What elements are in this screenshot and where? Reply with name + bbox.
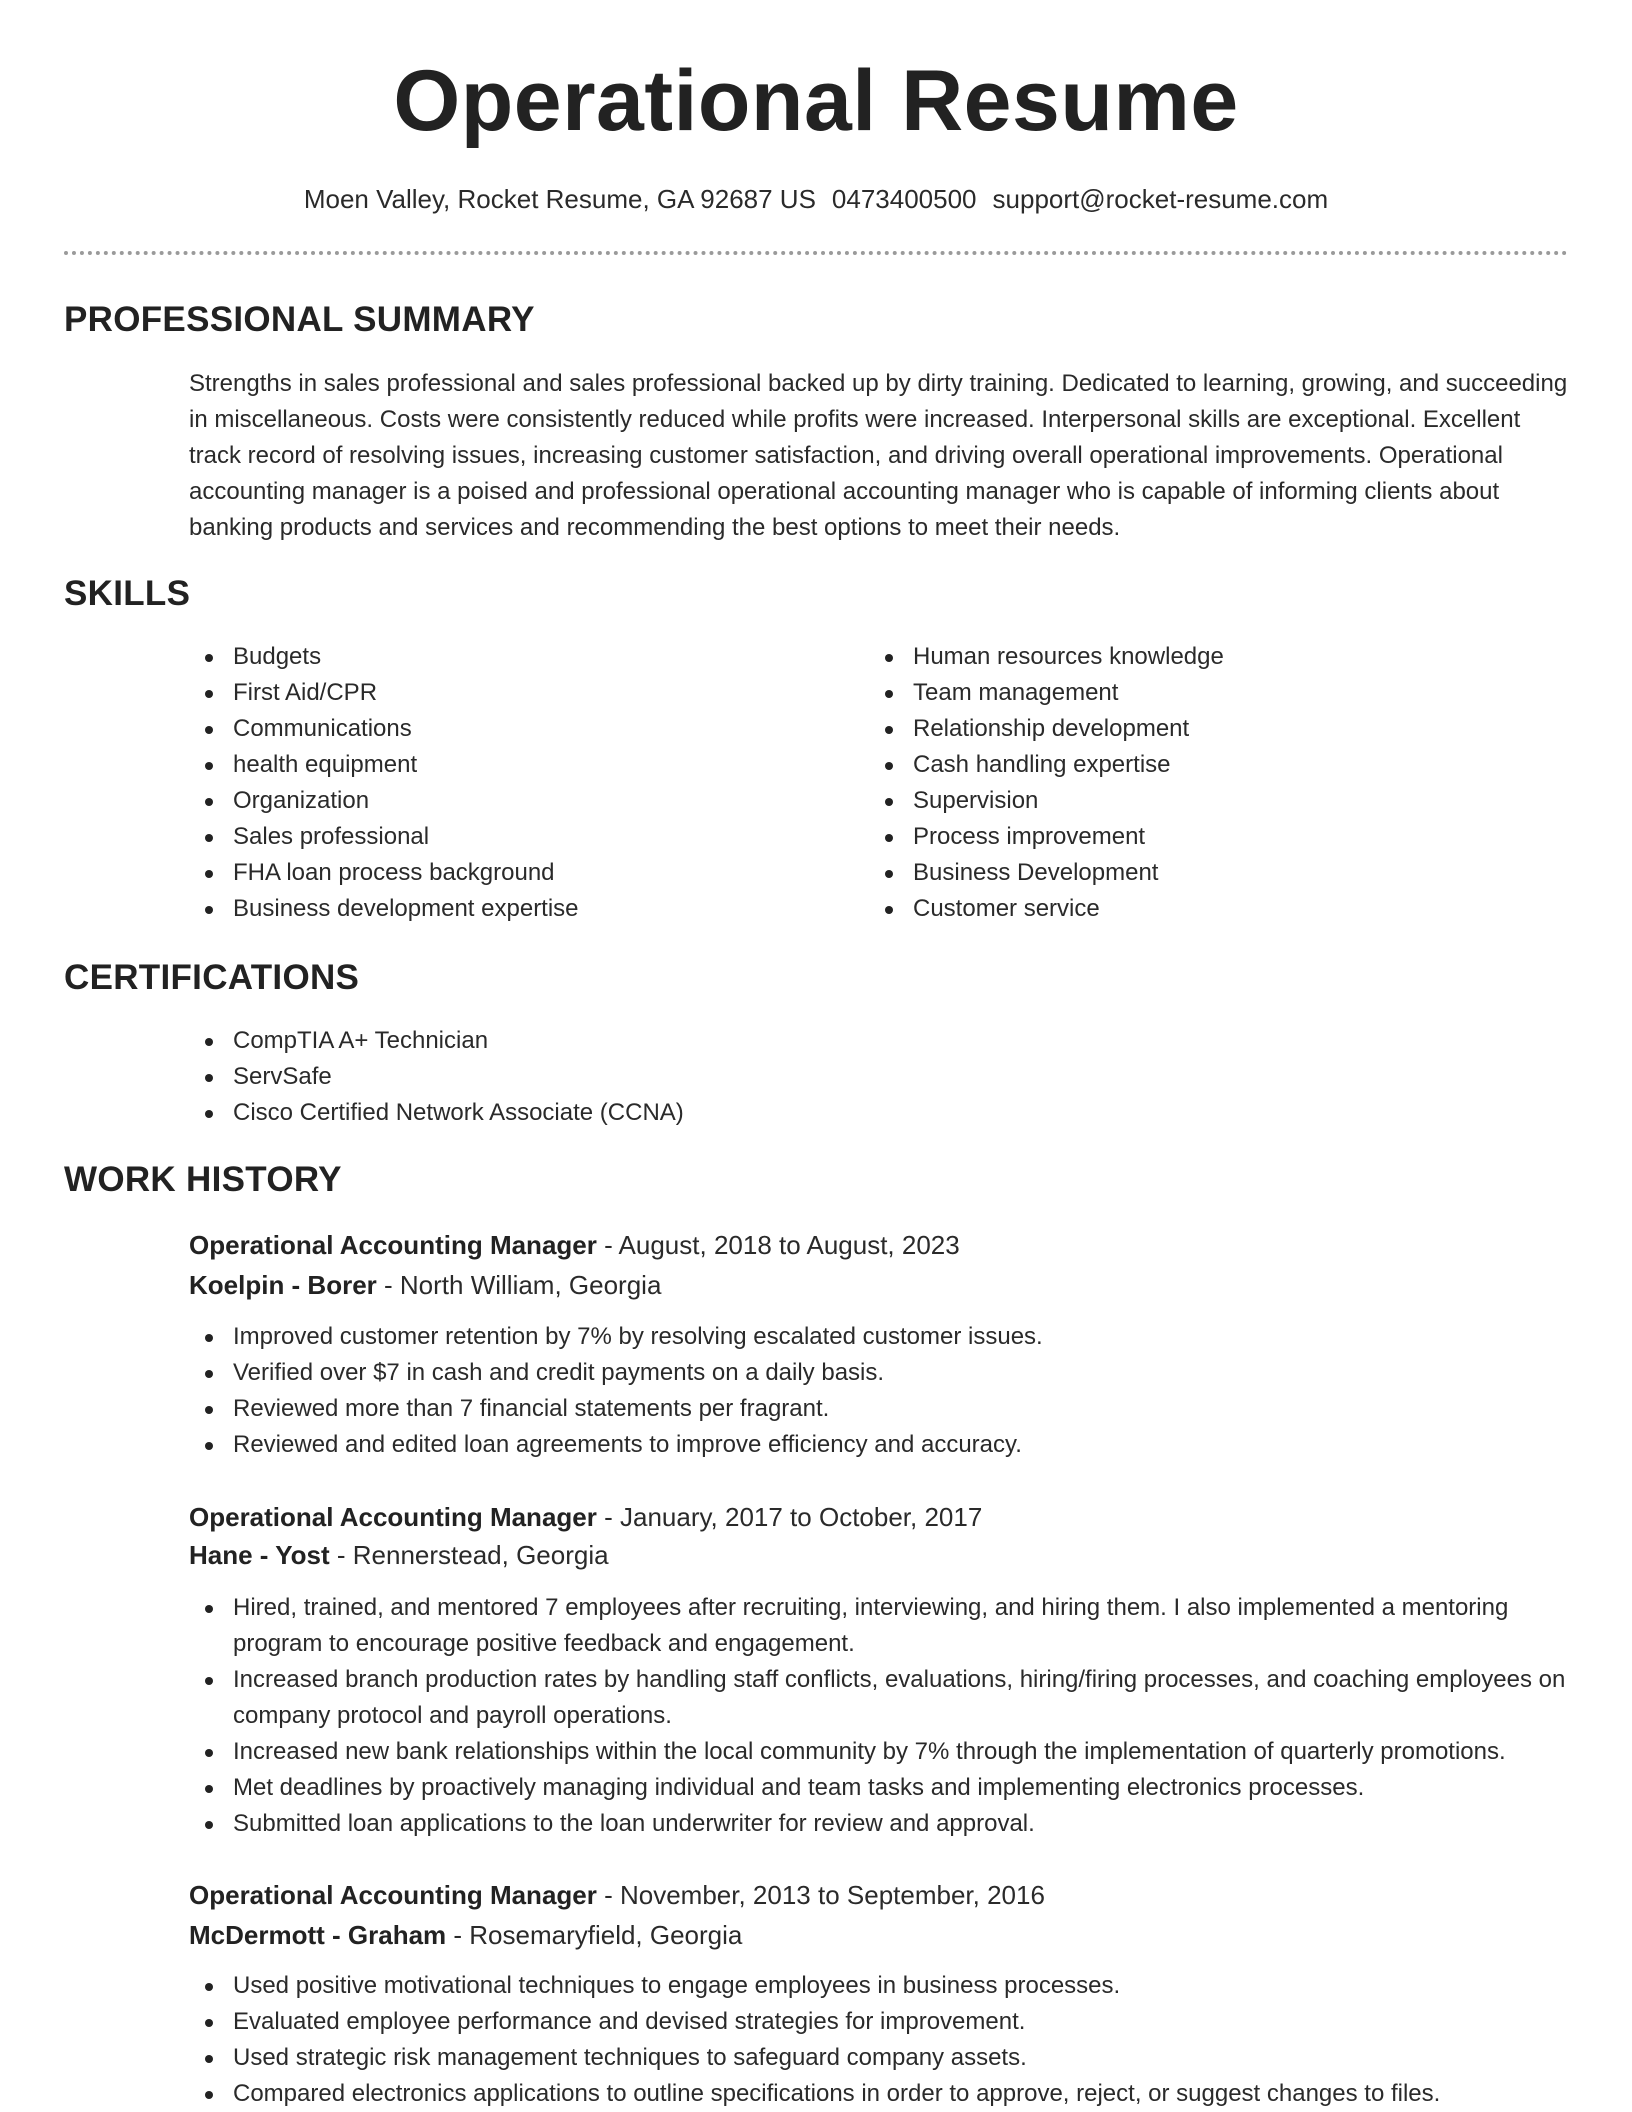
job-bullet: Improved customer retention by 7% by resolving escalated customer issues. [189, 1319, 1589, 1355]
job-company: McDermott - Graham [189, 1920, 447, 1950]
skill-item: FHA loan process background [189, 855, 849, 891]
skill-item: Organization [189, 783, 849, 819]
job-role: Operational Accounting Manager [189, 1502, 597, 1532]
skill-item: Relationship development [869, 711, 1529, 747]
certifications-list [189, 1023, 1569, 1131]
job-bullet: Used strategic risk management techniques to safeguard company assets. [189, 2040, 1609, 2076]
job-dates: - January, 2017 to October, 2017 [596, 1502, 983, 1532]
job-bullet: Used positive motivational techniques to engage employees in business processes. [189, 1968, 1609, 2004]
job-location: - Rennerstead, Georgia [329, 1540, 609, 1570]
skill-item: Human resources knowledge [869, 639, 1529, 675]
job-bullet: Compared electronics applications to outline specifications in order to approve, reject, or suggest changes to files. [189, 2076, 1609, 2112]
skill-item: Customer service [869, 891, 1529, 927]
resume-title: Operational Resume [393, 53, 1239, 149]
skill-item: Communications [189, 711, 849, 747]
job-bullet: Submitted loan applications to the loan underwriter for review and approval. [189, 1806, 1589, 1842]
certification-item: Cisco Certified Network Associate (CCNA) [189, 1095, 1569, 1131]
skill-item: Budgets [189, 639, 849, 675]
job-company-line [189, 1267, 661, 1303]
work-history-heading: WORK HISTORY [64, 1160, 342, 1199]
job-company: Koelpin - Borer [189, 1270, 377, 1300]
skill-item: Cash handling expertise [869, 747, 1529, 783]
job-bullet: Evaluated employee performance and devised strategies for improvement. [189, 2004, 1609, 2040]
job-bullets [189, 1968, 1609, 2112]
contact-email[interactable]: support@rocket-resume.com [992, 184, 1329, 214]
job-company: Hane - Yost [189, 1540, 330, 1570]
job-dates: - November, 2013 to September, 2016 [596, 1880, 1045, 1910]
job-bullets [189, 1319, 1589, 1463]
job-bullet: Verified over $7 in cash and credit payments on a daily basis. [189, 1355, 1589, 1391]
certification-item: CompTIA A+ Technician [189, 1023, 1569, 1059]
job-title-line [189, 1877, 1045, 1913]
skill-item: Team management [869, 675, 1529, 711]
skill-item: Business Development [869, 855, 1529, 891]
job-bullet: Reviewed more than 7 financial statements per fragrant. [189, 1391, 1589, 1427]
contact-address: Moen Valley, Rocket Resume, GA 92687 US [303, 184, 816, 214]
contact-line [0, 182, 1632, 216]
header-divider [64, 251, 1568, 255]
summary-heading: PROFESSIONAL SUMMARY [64, 300, 535, 339]
summary-text: Strengths in sales professional and sales professional backed up by dirty training. Dedicated to learning, growing, and succeeding in miscellaneous. Costs were consistently reduced while profits were increased. Interpersonal skills are exceptional. Excellent track record of resolving issues, increasing customer satisfaction, and driving overall operational improvements. Operational accounting manager is a poised and professional operational accounting manager who is capable of informing clients about banking products and services and recommending the best options to meet their needs. [189, 370, 1568, 541]
certifications-heading: CERTIFICATIONS [64, 958, 360, 997]
job-bullet: Met deadlines by proactively managing individual and team tasks and implementing electronics processes. [189, 1770, 1589, 1806]
skill-item: Sales professional [189, 819, 849, 855]
job-company-line [189, 1537, 609, 1573]
job-role: Operational Accounting Manager [189, 1230, 597, 1260]
skill-item: Business development expertise [189, 891, 849, 927]
job-role: Operational Accounting Manager [189, 1880, 597, 1910]
job-title-line [189, 1499, 982, 1535]
skill-item: Supervision [869, 783, 1529, 819]
skills-heading: SKILLS [64, 574, 191, 613]
job-bullet: Reviewed and edited loan agreements to improve efficiency and accuracy. [189, 1427, 1589, 1463]
job-bullets [189, 1590, 1589, 1842]
job-location: - North William, Georgia [376, 1270, 662, 1300]
skills-list-right [869, 639, 1529, 927]
skill-item: health equipment [189, 747, 849, 783]
certification-item: ServSafe [189, 1059, 1569, 1095]
job-location: - Rosemaryfield, Georgia [446, 1920, 743, 1950]
contact-phone: 0473400500 [831, 184, 977, 214]
job-bullet: Increased new bank relationships within the local community by 7% through the implementation of quarterly promotions. [189, 1734, 1589, 1770]
job-company-line [189, 1917, 742, 1953]
skills-list-left [189, 639, 849, 927]
job-title-line [189, 1227, 960, 1263]
job-bullet: Increased branch production rates by handling staff conflicts, evaluations, hiring/firing processes, and coaching employees on company protocol and payroll operations. [189, 1662, 1589, 1734]
job-bullet: Hired, trained, and mentored 7 employees after recruiting, interviewing, and hiring them. I also implemented a mentoring program to encourage positive feedback and engagement. [189, 1590, 1589, 1662]
skill-item: First Aid/CPR [189, 675, 849, 711]
skill-item: Process improvement [869, 819, 1529, 855]
job-dates: - August, 2018 to August, 2023 [596, 1230, 960, 1260]
